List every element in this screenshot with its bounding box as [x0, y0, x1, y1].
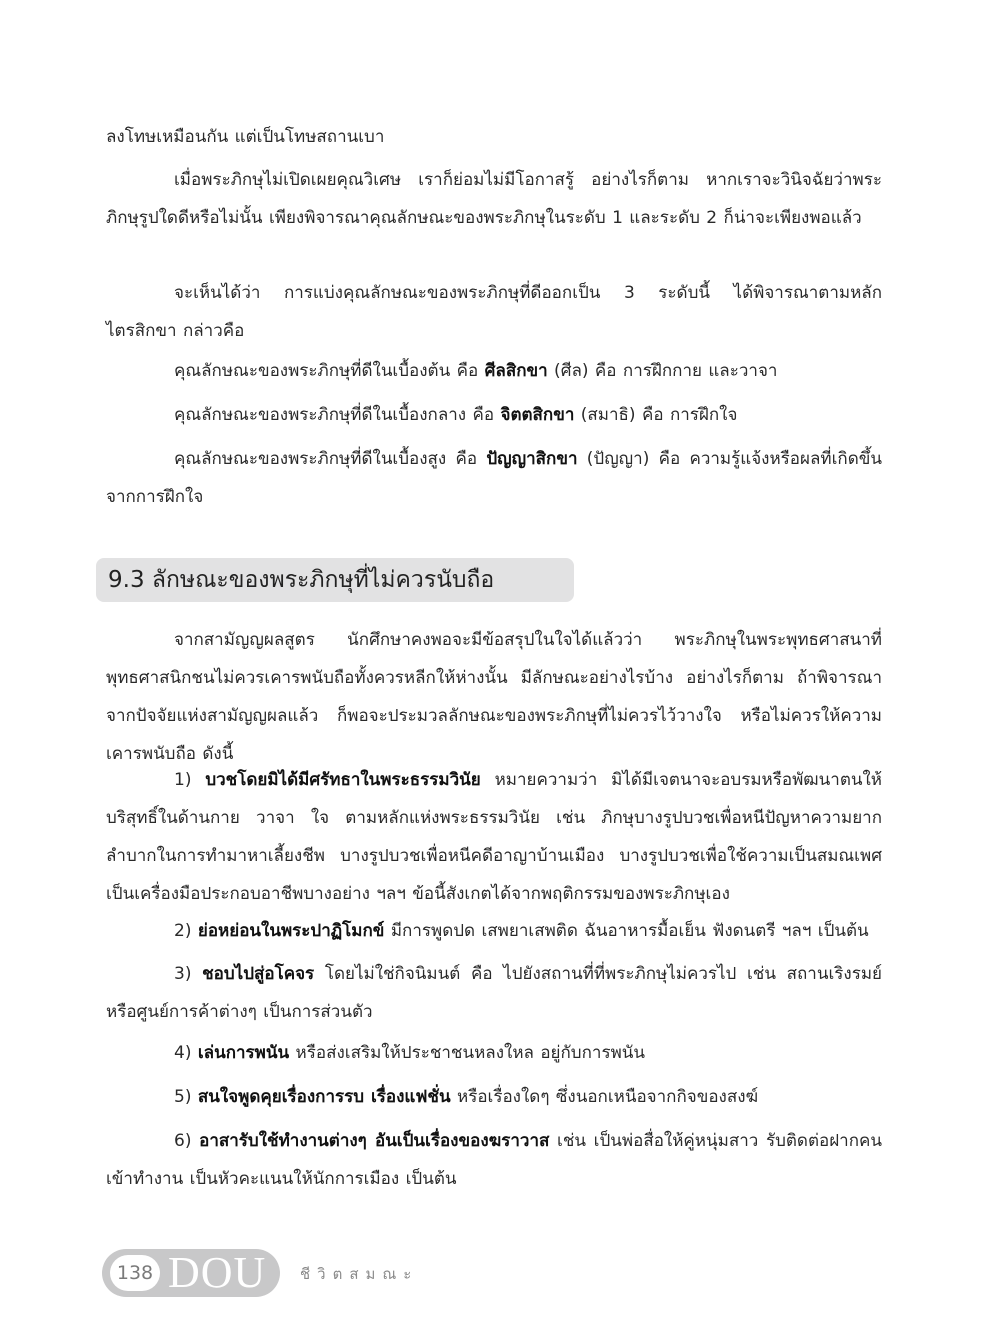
- footer-badge: [102, 1249, 280, 1297]
- list-item-number: 2): [174, 921, 198, 941]
- list-item-number: 6): [174, 1131, 200, 1151]
- list-item-title: ย่อหย่อนในพระปาฏิโมกข์: [197, 921, 385, 941]
- list-item-number: 4): [174, 1043, 198, 1063]
- sikkha-term: ปัญญาสิกขา: [486, 449, 578, 469]
- list-item-title: ชอบไปสู่อโคจร: [202, 964, 315, 984]
- sikkha-post: (ศีล) คือ การฝึกกาย และวาจา: [547, 361, 778, 381]
- list-item-title: บวชโดยมิได้มีศรัทธาในพระธรรมวินัย: [205, 770, 481, 790]
- list-item-title: เล่นการพนัน: [197, 1043, 290, 1063]
- list-item-title: อาสารับใช้ทำงานต่างๆ อันเป็นเรื่องของฆราวาส: [199, 1131, 550, 1151]
- list-item-number: 1): [174, 770, 206, 790]
- list-item-text: โดยไม่ใช่กิจนิมนต์ คือ ไปยังสถานที่ที่พระภิกษุไม่ควรไป เช่น สถานเริงรมย์ หรือศูนย์การค้าต่างๆ เป็นการส่วนตัว: [106, 964, 882, 1022]
- sikkha-post: (ปัญญา) คือ ความรู้แจ้งหรือผลที่เกิดขึ้นจากการฝึกใจ: [106, 449, 882, 507]
- list-item-title: สนใจพูดคุยเรื่องการรบ เรื่องแฟชั่น: [197, 1087, 451, 1107]
- sikkha-pre: คุณลักษณะของพระภิกษุที่ดีในเบื้องสูง คือ: [174, 449, 487, 469]
- page-number: 138: [110, 1255, 160, 1291]
- list-item-number: 3): [174, 964, 203, 984]
- sikkha-item-panna: [106, 440, 882, 516]
- section-heading: 9.3 ลักษณะของพระภิกษุที่ไม่ควรนับถือ: [108, 567, 495, 593]
- list-item-text: หมายความว่า มิได้มีเจตนาจะอบรมหรือพัฒนาตนให้บริสุทธิ์ในด้านกาย วาจา ใจ ตามหลักแห่งพระธรรมวินัย เช่น ภิกษุบางรูปบวชเพื่อหนีปัญหาความยากลำบากในการทำมาหาเลี้ยงชีพ บางรูปบวชเพื่อหนีคดีอาญาบ้านเมือง บางรูปบวชเพื่อใช้ความเป็นสมณเพศ เป็นเครื่องมือประกอบอาชีพบางอย่าง ฯลฯ ข้อนี้สังเกตได้จากพฤติกรรมของพระภิกษุเอง: [106, 770, 882, 904]
- sikkha-term: จิตตสิกขา: [500, 405, 575, 425]
- list-item-text: หรือเรื่องใดๆ ซึ่งนอกเหนือจากกิจของสงฆ์: [450, 1087, 759, 1107]
- paragraph-continuation: ลงโทษเหมือนกัน แต่เป็นโทษสถานเบา: [106, 127, 385, 147]
- sikkha-pre: คุณลักษณะของพระภิกษุที่ดีในเบื้องต้น คือ: [174, 361, 485, 381]
- list-item-3: [106, 955, 882, 1031]
- sikkha-pre: คุณลักษณะของพระภิกษุที่ดีในเบื้องกลาง คือ: [174, 405, 501, 425]
- sikkha-item-citta: [106, 396, 882, 434]
- list-item-5: [106, 1078, 882, 1116]
- list-item-number: 5): [174, 1087, 198, 1107]
- running-title: ชีวิตสมณะ: [300, 1265, 419, 1283]
- list-item-text: มีการพูดปด เสพยาเสพติด ฉันอาหารมื้อเย็น ฟังดนตรี ฯลฯ เป็นต้น: [384, 921, 869, 941]
- list-item-text: หรือส่งเสริมให้ประชาชนหลงใหล อยู่กับการพนัน: [289, 1043, 646, 1063]
- list-item-text: เช่น เป็นพ่อสื่อให้คู่หนุ่มสาว รับติดต่อฝากคนเข้าทำงาน เป็นหัวคะแนนให้นักการเมือง เป็นต้น: [106, 1131, 882, 1189]
- sikkha-item-sila: [106, 352, 882, 390]
- list-item-1: [106, 761, 882, 913]
- paragraph-trisikkha: จะเห็นได้ว่า การแบ่งคุณลักษณะของพระภิกษุที่ดีออกเป็น 3 ระดับนี้ ได้พิจารณาตามหลักไตรสิกขา กล่าวคือ: [106, 283, 882, 341]
- paragraph-intro: จากสามัญญผลสูตร นักศึกษาคงพอจะมีข้อสรุปในใจได้แล้วว่า พระภิกษุในพระพุทธศาสนาที่พุทธศาสนิกชนไม่ควรเคารพนับถือทั้งควรหลีกให้ห่างนั้น มีลักษณะอย่างไรบ้าง อย่างไรก็ตาม ถ้าพิจารณาจากปัจจัยแห่งสามัญญผลแล้ว ก็พอจะประมวลลักษณะของพระภิกษุที่ไม่ควรไว้วางใจ หรือไม่ควรให้ความเคารพนับถือ ดังนี้: [106, 630, 882, 764]
- list-item-4: [106, 1034, 882, 1072]
- sikkha-term: ศีลสิกขา: [484, 361, 548, 381]
- list-item-6: [106, 1122, 882, 1198]
- dou-logo: DOU: [168, 1248, 267, 1297]
- list-item-2: [106, 912, 882, 950]
- paragraph-disclosure: เมื่อพระภิกษุไม่เปิดเผยคุณวิเศษ เราก็ย่อมไม่มีโอกาสรู้ อย่างไรก็ตาม หากเราจะวินิจฉัยว่าพระภิกษุรูปใดดีหรือไม่นั้น เพียงพิจารณาคุณลักษณะของพระภิกษุในระดับ 1 และระดับ 2 ก็น่าจะเพียงพอแล้ว: [106, 170, 882, 228]
- sikkha-post: (สมาธิ) คือ การฝึกใจ: [574, 405, 738, 425]
- section-heading-bar: [96, 558, 574, 602]
